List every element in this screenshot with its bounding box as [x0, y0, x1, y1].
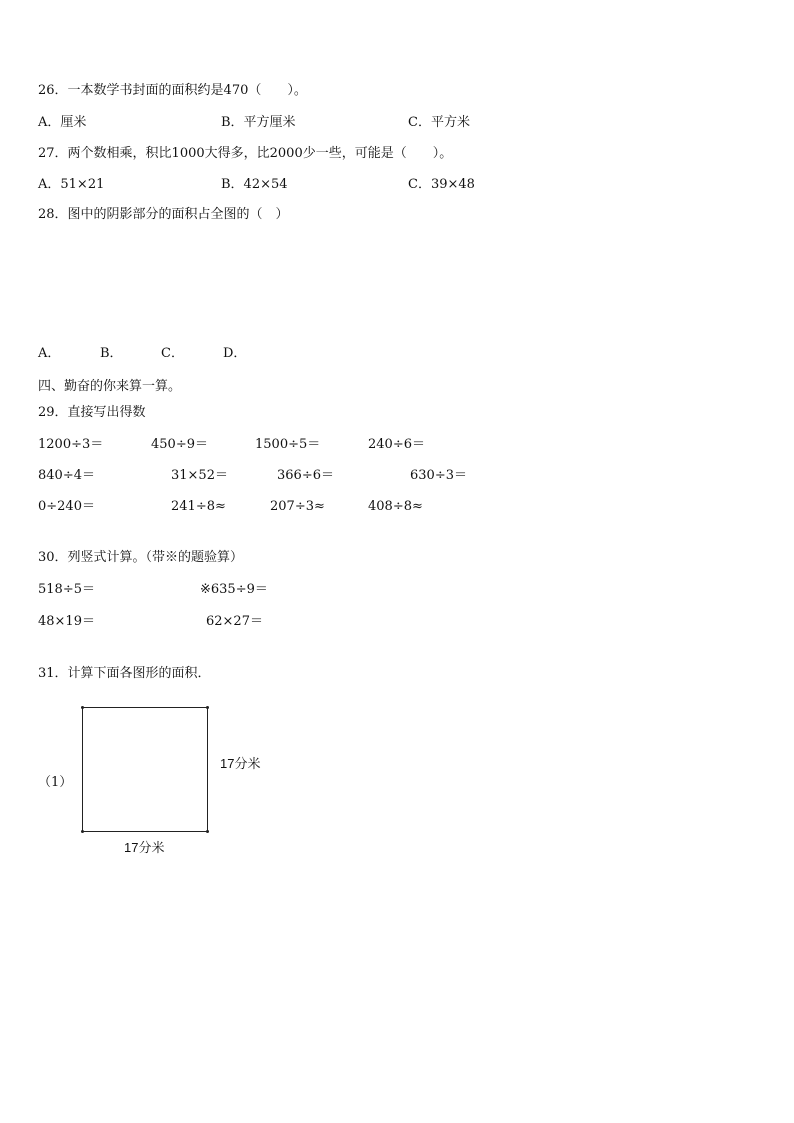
q29-item: 31×52＝ — [171, 468, 228, 483]
q31-figure-label: （1） — [38, 775, 73, 790]
q27-stem: 27．两个数相乘，积比1000大得多，比2000少一些，可能是（ ）。 — [38, 146, 453, 161]
q30-item: 62×27＝ — [206, 614, 263, 629]
q29-item: 0÷240＝ — [38, 499, 95, 514]
q30-item: ※635÷9＝ — [200, 582, 268, 597]
q29-item: 207÷3≈ — [270, 499, 325, 514]
q29-item: 630÷3＝ — [410, 468, 467, 483]
section4-title: 四、勤奋的你来算一算。 — [38, 379, 182, 394]
q30-stem: 30．列竖式计算。（带※的题验算） — [38, 550, 244, 565]
q29-item: 240÷6＝ — [368, 437, 425, 452]
q30-item: 48×19＝ — [38, 614, 95, 629]
q30-item: 518÷5＝ — [38, 582, 95, 597]
q28-option-b: B． — [100, 346, 123, 361]
q26-option-b: B．平方厘米 — [221, 115, 296, 130]
vertex-dot — [81, 706, 84, 709]
q29-item: 1200÷3＝ — [38, 437, 104, 452]
vertex-dot — [206, 706, 209, 709]
q26-option-c: C．平方米 — [408, 115, 470, 130]
q29-item: 450÷9＝ — [151, 437, 208, 452]
q26-stem: 26．一本数学书封面的面积约是470（ ）。 — [38, 83, 307, 98]
vertex-dot — [206, 830, 209, 833]
q27-option-a: A．51×21 — [38, 177, 105, 192]
q29-item: 1500÷5＝ — [255, 437, 321, 452]
q29-item: 840÷4＝ — [38, 468, 95, 483]
q29-item: 241÷8≈ — [171, 499, 226, 514]
q27-option-c: C．39×48 — [408, 177, 475, 192]
q28-option-a: A． — [38, 346, 61, 361]
q29-item: 408÷8≈ — [368, 499, 423, 514]
q29-item: 366÷6＝ — [277, 468, 334, 483]
q31-stem: 31．计算下面各图形的面积． — [38, 666, 211, 681]
q26-option-a: A．厘米 — [38, 115, 87, 130]
q28-stem: 28．图中的阴影部分的面积占全图的（ ） — [38, 207, 289, 222]
vertex-dot — [81, 830, 84, 833]
q28-option-c: C． — [161, 346, 184, 361]
q28-option-d: D． — [223, 346, 247, 361]
q27-option-b: B．42×54 — [221, 177, 288, 192]
q31-side-right-label: 17分米 — [220, 756, 261, 771]
q31-side-bottom-label: 17分米 — [124, 840, 165, 855]
square-figure — [82, 707, 208, 832]
q29-stem: 29．直接写出得数 — [38, 405, 146, 420]
